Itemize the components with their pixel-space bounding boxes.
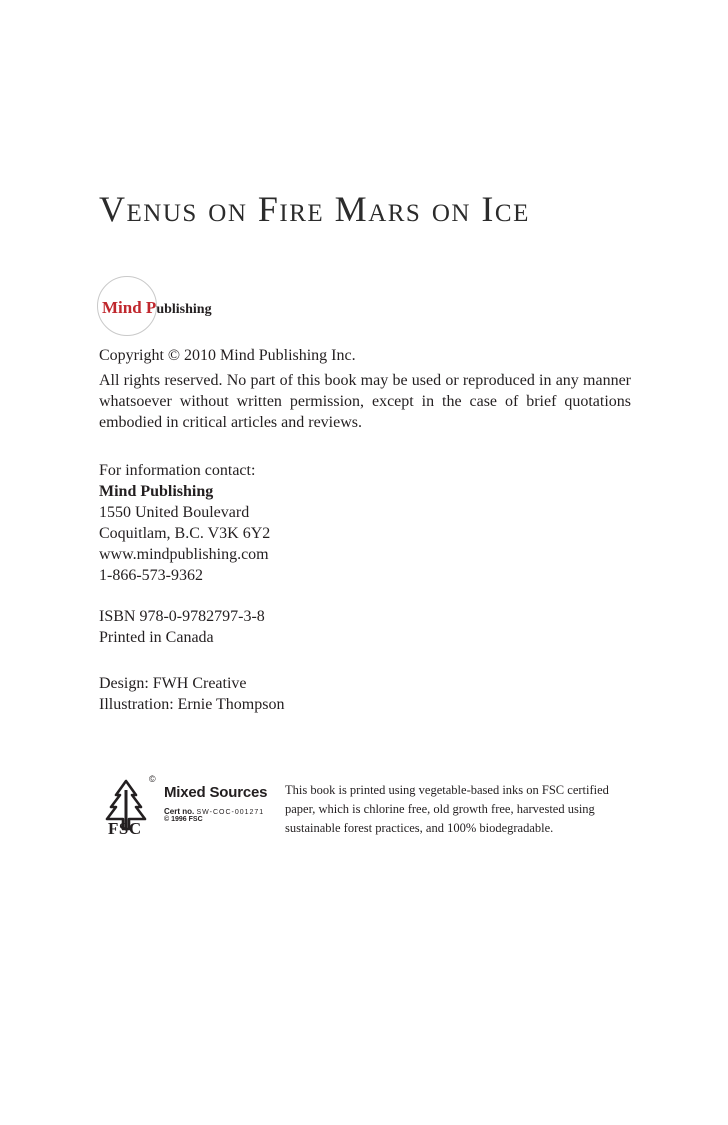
logo-text-red: Mind P — [102, 298, 157, 317]
book-title: Venus on Fire Mars on Ice — [99, 189, 530, 229]
copyright-line: Copyright © 2010 Mind Publishing Inc. — [99, 347, 356, 364]
contact-city: Coquitlam, B.C. V3K 6Y2 — [99, 525, 271, 542]
fsc-statement: This book is printed using vegetable-based inks on FSC certified paper, which is chlorine free, old growth free, harvested using sustainable forest practices, and 100% biodegradable. — [285, 783, 609, 835]
fsc-registered-mark: © — [149, 774, 156, 784]
publication-block — [99, 606, 631, 648]
publisher-logo — [96, 276, 316, 336]
contact-name: Mind Publishing — [99, 483, 214, 500]
fsc-cert-number: SW-COC-001271 — [196, 809, 265, 816]
contact-website: www.mindpublishing.com — [99, 546, 269, 563]
printed-in: Printed in Canada — [99, 629, 214, 646]
credits-block — [99, 673, 631, 715]
fsc-cert-line — [164, 807, 264, 816]
fsc-mixed-sources: Mixed Sources — [164, 784, 268, 801]
rights-notice: All rights reserved. No part of this book may be used or reproduced in any manner whatsoever without written permission, except in the case of brief quotations embodied in critical articles and reviews. — [99, 372, 631, 431]
fsc-wordmark: FSC — [108, 819, 142, 838]
fsc-cert-label: Cert no. — [164, 807, 195, 816]
design-credit: Design: FWH Creative — [99, 675, 247, 692]
logo-text-dark: ublishing — [156, 302, 212, 317]
logo-wordmark — [102, 298, 212, 318]
isbn: ISBN 978-0-9782797-3-8 — [99, 608, 265, 625]
contact-phone: 1-866-573-9362 — [99, 567, 203, 584]
contact-street: 1550 United Boulevard — [99, 504, 250, 521]
contact-block — [99, 460, 631, 586]
fsc-year: © 1996 FSC — [164, 816, 203, 823]
fsc-logo — [100, 773, 280, 843]
illustration-credit: Illustration: Ernie Thompson — [99, 696, 285, 713]
contact-heading: For information contact: — [99, 462, 256, 479]
